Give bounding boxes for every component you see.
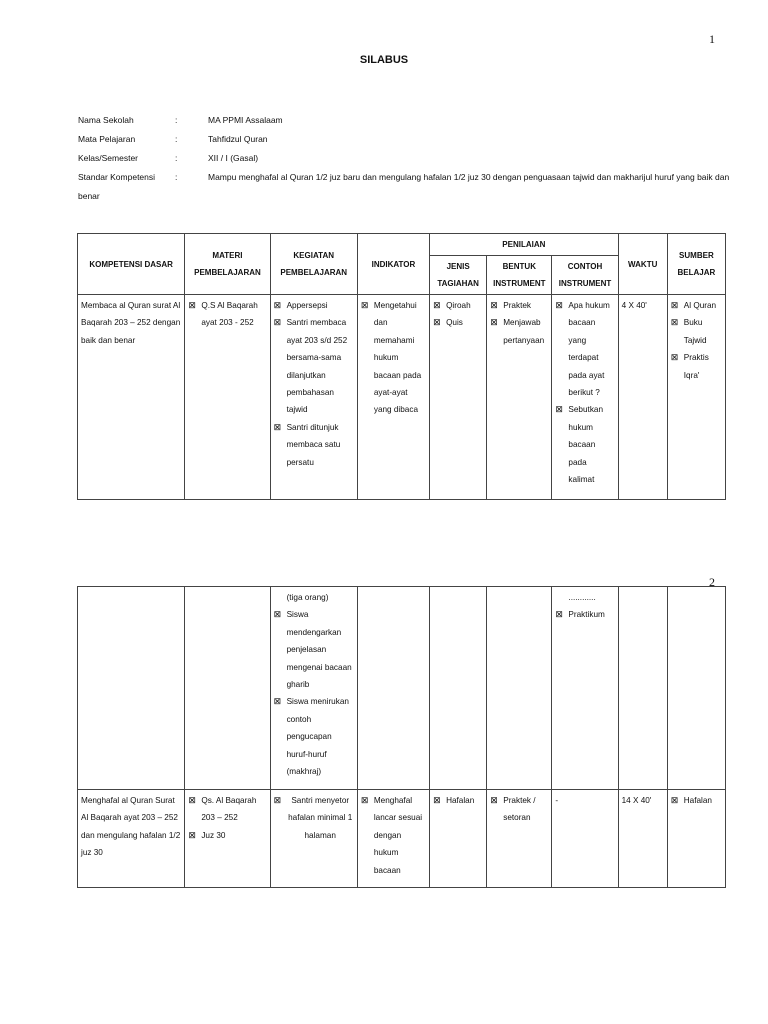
waktu-cell: 14 X 40' <box>618 790 667 888</box>
contoh-item: Apa hukum bacaan yang terdapat pada ayat berikut ? <box>568 301 610 398</box>
table-row <box>78 295 726 500</box>
identity-block <box>78 115 728 203</box>
jenis-item: Quis <box>446 318 463 328</box>
header-materi: MATERI PEMBELAJARAN <box>185 234 270 295</box>
contoh-item: ............ <box>568 593 596 602</box>
indikator-cell <box>357 295 429 500</box>
mapel-label: Mata Pelajaran <box>78 134 136 144</box>
table-row <box>78 790 726 888</box>
header-kegiatan: KEGIATAN PEMBELAJARAN <box>270 234 357 295</box>
materi-item: Juz 30 <box>201 830 226 840</box>
sekolah-value: MA PPMI Assalaam <box>208 115 283 125</box>
contoh-item: Sebutkan hukum bacaan pada kalimat <box>568 405 604 485</box>
materi-cell <box>185 587 270 790</box>
header-kompetensi-dasar: KOMPETENSI DASAR <box>78 234 185 295</box>
sumber-cell <box>667 295 725 500</box>
kegiatan-item: Siswa mendengarkan penjelasan mengenai bacaan gharib <box>286 610 352 690</box>
header-indikator: INDIKATOR <box>357 234 429 295</box>
bentuk-cell <box>487 295 552 500</box>
indikator-item: Mengetahui dan memahami hukum bacaan pada ayat-ayat yang dibaca <box>373 301 422 415</box>
indikator-item: Menghafal lancar sesuai dengan hukum bacaan <box>373 796 423 875</box>
contoh-cell: - <box>552 790 618 888</box>
kd-cell: Membaca al Quran surat Al Baqarah 203 – 252 dengan baik dan benar <box>78 295 185 500</box>
sumber-item: Al Quran <box>683 301 717 310</box>
kd-cell: Menghafal al Quran Surat Al Baqarah ayat 203 – 252 dan mengulang hafalan 1/2 juz 30 <box>78 790 185 888</box>
header-waktu: WAKTU <box>618 234 667 295</box>
kegiatan-item: Siswa menirukan contoh pengucapan huruf-huruf (makhraj) <box>286 697 349 777</box>
checkbox-icon: ⊠ <box>490 317 498 328</box>
checkbox-icon: ⊠ <box>670 300 679 310</box>
kegiatan-cell <box>270 295 357 500</box>
kegiatan-item: (tiga orang) <box>286 593 329 602</box>
checkbox-icon: ⊠ <box>188 300 196 310</box>
info-row-sk <box>78 172 728 191</box>
kegiatan-cell <box>270 587 357 790</box>
colon: : <box>175 115 178 125</box>
kegiatan-item: Santri ditunjuk membaca satu persatu <box>286 422 341 467</box>
checkbox-icon: ⊠ <box>555 300 563 310</box>
info-row-kelas <box>78 153 728 172</box>
kegiatan-item: Santri membaca ayat 203 s/d 252 bersama-sama dilanjutkan pembahasan tajwid <box>286 318 348 415</box>
sk-label: Standar Kompetensi <box>78 172 156 182</box>
sk-value-continued: benar <box>78 191 100 201</box>
kelas-value: XII / I (Gasal) <box>208 153 259 163</box>
checkbox-icon: ⊠ <box>670 317 679 328</box>
colon: : <box>175 172 178 182</box>
indikator-cell <box>357 587 429 790</box>
checkbox-icon: ⊠ <box>433 317 441 328</box>
page-number: 1 <box>709 32 715 46</box>
kegiatan-item: Appersepsi <box>286 301 328 310</box>
checkbox-icon: ⊠ <box>555 404 563 415</box>
jenis-item: Hafalan <box>446 796 475 805</box>
header-bentuk: BENTUK INSTRUMENT <box>487 256 552 295</box>
mapel-value: Tahfidzul Quran <box>208 134 268 144</box>
indikator-cell <box>357 790 429 888</box>
bentuk-item: Praktek / setoran <box>503 796 536 823</box>
header-contoh: CONTOH INSTRUMENT <box>552 256 618 295</box>
kegiatan-item: Santri menyetor hafalan minimal 1 halaman <box>288 796 353 840</box>
jenis-cell <box>430 790 487 888</box>
info-row-sekolah <box>78 115 728 134</box>
contoh-cell <box>552 295 618 500</box>
checkbox-icon: ⊠ <box>273 300 282 310</box>
sumber-item: Praktis Iqra' <box>683 353 709 380</box>
checkbox-icon: ⊠ <box>670 795 679 805</box>
kd-cell <box>78 587 185 790</box>
table-row <box>78 587 726 790</box>
checkbox-icon: ⊠ <box>188 795 196 805</box>
checkbox-icon: ⊠ <box>188 829 196 840</box>
kelas-label: Kelas/Semester <box>78 153 138 163</box>
page-number: 2 <box>709 575 715 589</box>
bentuk-item: Menjawab pertanyaan <box>503 318 545 345</box>
contoh-cell <box>552 587 618 790</box>
jenis-item: Qiroah <box>446 301 471 310</box>
header-sumber: SUMBER BELAJAR <box>667 234 725 295</box>
checkbox-icon: ⊠ <box>273 609 282 620</box>
materi-cell <box>185 790 270 888</box>
checkbox-icon: ⊠ <box>555 609 563 620</box>
sumber-item: Hafalan <box>683 796 712 805</box>
colon: : <box>175 153 178 163</box>
materi-cell <box>185 295 270 500</box>
sumber-cell <box>667 790 725 888</box>
contoh-item: Praktikum <box>568 610 605 620</box>
checkbox-icon: ⊠ <box>273 317 282 328</box>
jenis-cell <box>430 587 487 790</box>
waktu-cell <box>618 587 667 790</box>
sumber-cell <box>667 587 725 790</box>
checkbox-icon: ⊠ <box>360 300 369 310</box>
silabus-table-page2 <box>77 586 726 888</box>
silabus-table-page1 <box>77 233 726 500</box>
checkbox-icon: ⊠ <box>433 300 441 310</box>
checkbox-icon: ⊠ <box>670 352 679 363</box>
checkbox-icon: ⊠ <box>273 421 282 432</box>
checkbox-icon: ⊠ <box>273 696 282 707</box>
bentuk-item: Praktek <box>503 301 531 310</box>
bentuk-cell <box>487 790 552 888</box>
header-jenis: JENIS TAGIAHAN <box>430 256 487 295</box>
sumber-item: Buku Tajwid <box>683 318 707 345</box>
info-row-mapel <box>78 134 728 153</box>
checkbox-icon: ⊠ <box>360 795 369 805</box>
sk-value: Mampu menghafal al Quran 1/2 juz baru dan mengulang hafalan 1/2 juz 30 dengan penguasaan tajwid dan makharijul huruf yang baik dan <box>208 172 730 182</box>
page-title: SILABUS <box>359 54 409 66</box>
materi-item: Q.S Al Baqarah ayat 203 - 252 <box>201 301 258 328</box>
materi-item: Qs. Al Baqarah 203 – 252 <box>201 796 257 823</box>
checkbox-icon: ⊠ <box>490 300 498 310</box>
checkbox-icon: ⊠ <box>273 795 282 805</box>
jenis-cell <box>430 295 487 500</box>
header-penilaian: PENILAIAN <box>430 234 619 256</box>
colon: : <box>175 134 178 144</box>
sekolah-label: Nama Sekolah <box>78 115 134 125</box>
checkbox-icon: ⊠ <box>490 795 498 805</box>
waktu-cell: 4 X 40' <box>618 295 667 500</box>
checkbox-icon: ⊠ <box>433 795 441 805</box>
kegiatan-cell <box>270 790 357 888</box>
bentuk-cell <box>487 587 552 790</box>
